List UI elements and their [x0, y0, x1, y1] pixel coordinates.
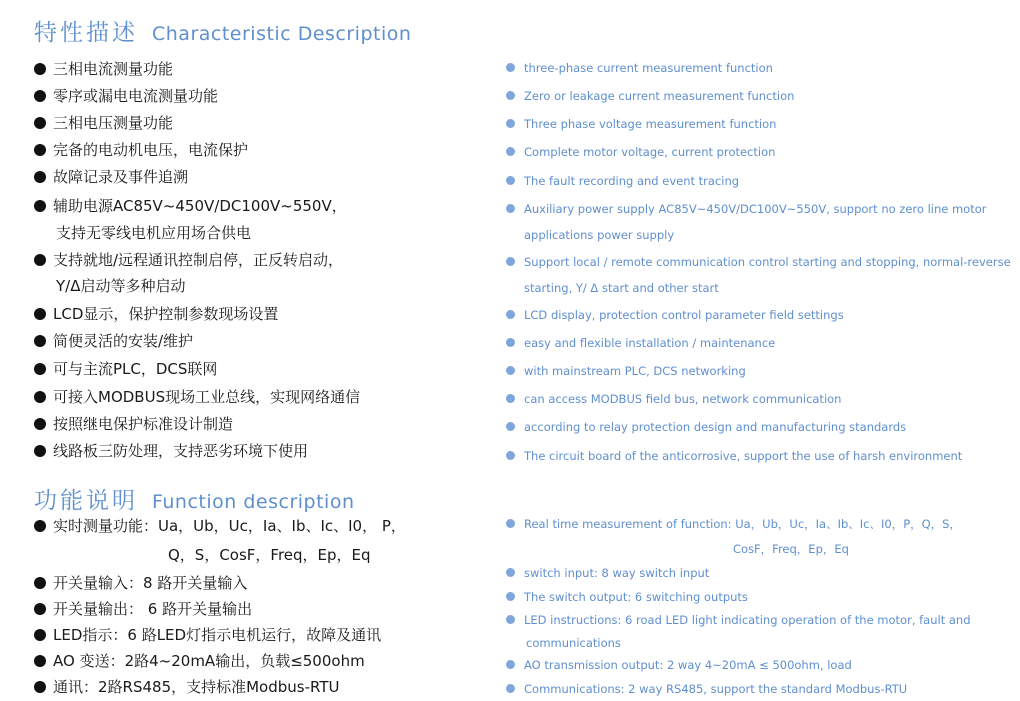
- bullet-icon: [34, 90, 46, 102]
- bullet-icon: [506, 176, 515, 185]
- bullet-icon: [506, 592, 515, 601]
- bullet-icon: [34, 200, 46, 212]
- function-zh: LED指示：6 路LED灯指示电机运行，故障及通讯: [34, 625, 381, 645]
- characteristic-en: with mainstream PLC, DCS networking: [506, 363, 746, 379]
- characteristic-zh: 零序或漏电电流测量功能: [34, 86, 218, 106]
- heading-en: Characteristic Description: [152, 23, 412, 45]
- characteristic-zh: 故障记录及事件追溯: [34, 167, 188, 187]
- bullet-icon: [34, 363, 46, 375]
- bullet-icon: [506, 660, 515, 669]
- function-en: switch input: 8 way switch input: [506, 565, 709, 581]
- characteristic-en: three-phase current measurement function: [506, 60, 773, 76]
- bullet-icon: [506, 204, 515, 213]
- bullet-icon: [34, 603, 46, 615]
- bullet-icon: [506, 684, 515, 693]
- bullet-icon: [34, 418, 46, 430]
- bullet-icon: [34, 577, 46, 589]
- bullet-icon: [34, 391, 46, 403]
- characteristic-en: Zero or leakage current measurement function: [506, 88, 794, 104]
- heading-zh: 功能说明: [34, 488, 138, 514]
- characteristic-en-continued: applications power supply: [524, 228, 675, 242]
- characteristic-en: easy and flexible installation / maintenance: [506, 335, 775, 351]
- section-heading-characteristics: [34, 14, 411, 47]
- bullet-icon: [506, 422, 515, 431]
- function-zh: 通讯：2路RS485，支持标准Modbus-RTU: [34, 677, 340, 697]
- bullet-icon: [506, 338, 515, 347]
- function-zh: 实时测量功能：Ua，Ub，Uc，Ia、Ib、Ic、I0， P，: [34, 516, 406, 536]
- bullet-icon: [506, 310, 515, 319]
- characteristic-zh: 辅助电源AC85V~450V/DC100V~550V，: [34, 196, 347, 216]
- bullet-icon: [506, 147, 515, 156]
- characteristic-zh: 可与主流PLC，DCS联网: [34, 359, 217, 379]
- bullet-icon: [506, 63, 515, 72]
- function-en: AO transmission output: 2 way 4~20mA ≤ 500ohm, load: [506, 657, 852, 673]
- characteristic-zh-continued: Y/Δ启动等多种启动: [56, 277, 186, 295]
- characteristic-en: The fault recording and event tracing: [506, 173, 739, 189]
- bullet-icon: [506, 91, 515, 100]
- characteristic-en-continued: starting, Y/ Δ start and other start: [524, 281, 719, 295]
- characteristic-zh: 可接入MODBUS现场工业总线，实现网络通信: [34, 387, 360, 407]
- bullet-icon: [506, 394, 515, 403]
- bullet-icon: [34, 308, 46, 320]
- characteristic-zh: 线路板三防处理，支持恶劣环境下使用: [34, 441, 308, 461]
- bullet-icon: [34, 681, 46, 693]
- characteristic-en: Three phase voltage measurement function: [506, 116, 776, 132]
- function-zh: AO 变送：2路4~20mA输出，负载≤500ohm: [34, 651, 365, 671]
- characteristic-en: according to relay protection design and manufacturing standards: [506, 419, 906, 435]
- characteristic-zh: 按照继电保护标准设计制造: [34, 414, 233, 434]
- characteristic-en: The circuit board of the anticorrosive, support the use of harsh environment: [506, 448, 962, 464]
- function-en-continued: CosF，Freq，Ep，Eq: [733, 542, 849, 556]
- bullet-icon: [506, 615, 515, 624]
- characteristic-en: Complete motor voltage, current protection: [506, 144, 775, 160]
- bullet-icon: [34, 144, 46, 156]
- bullet-icon: [34, 445, 46, 457]
- function-en: Real time measurement of function: Ua，Ub，Uc，Ia、Ib、Ic、I0，P，Q，S，: [506, 516, 961, 532]
- characteristic-zh: 完备的电动机电压，电流保护: [34, 140, 248, 160]
- section-heading-functions: [34, 482, 355, 515]
- bullet-icon: [506, 568, 515, 577]
- bullet-icon: [34, 655, 46, 667]
- characteristic-zh: 简便灵活的安装/维护: [34, 331, 193, 351]
- function-en-continued: communications: [526, 636, 621, 650]
- characteristic-en: LCD display, protection control parameter field settings: [506, 307, 844, 323]
- characteristic-en: can access MODBUS field bus, network communication: [506, 391, 841, 407]
- bullet-icon: [34, 117, 46, 129]
- function-en: LED instructions: 6 road LED light indicating operation of the motor, fault and: [506, 612, 971, 628]
- function-en: The switch output: 6 switching outputs: [506, 589, 748, 605]
- characteristic-en: Auxiliary power supply AC85V~450V/DC100V~550V, support no zero line motor: [506, 201, 987, 217]
- bullet-icon: [34, 171, 46, 183]
- characteristic-en: Support local / remote communication control starting and stopping, normal-reverse: [506, 254, 1011, 270]
- bullet-icon: [34, 629, 46, 641]
- characteristic-zh: 支持就地/远程通讯控制启停，正反转启动，: [34, 250, 343, 270]
- characteristic-zh: 三相电流测量功能: [34, 59, 173, 79]
- characteristic-zh-continued: 支持无零线电机应用场合供电: [56, 224, 252, 242]
- heading-en: Function description: [152, 491, 355, 513]
- bullet-icon: [506, 119, 515, 128]
- bullet-icon: [506, 366, 515, 375]
- bullet-icon: [506, 257, 515, 266]
- bullet-icon: [34, 254, 46, 266]
- function-en: Communications: 2 way RS485, support the standard Modbus-RTU: [506, 681, 907, 697]
- bullet-icon: [34, 520, 46, 532]
- bullet-icon: [506, 451, 515, 460]
- heading-zh: 特性描述: [34, 20, 138, 46]
- characteristic-zh: 三相电压测量功能: [34, 113, 173, 133]
- characteristic-zh: LCD显示，保护控制参数现场设置: [34, 304, 278, 324]
- function-zh: 开关量输入：8 路开关量输入: [34, 573, 247, 593]
- bullet-icon: [506, 519, 515, 528]
- bullet-icon: [34, 63, 46, 75]
- bullet-icon: [34, 335, 46, 347]
- function-zh: 开关量输出： 6 路开关量输出: [34, 599, 252, 619]
- function-zh-continued: Q，S，CosF，Freq，Ep，Eq: [168, 546, 371, 564]
